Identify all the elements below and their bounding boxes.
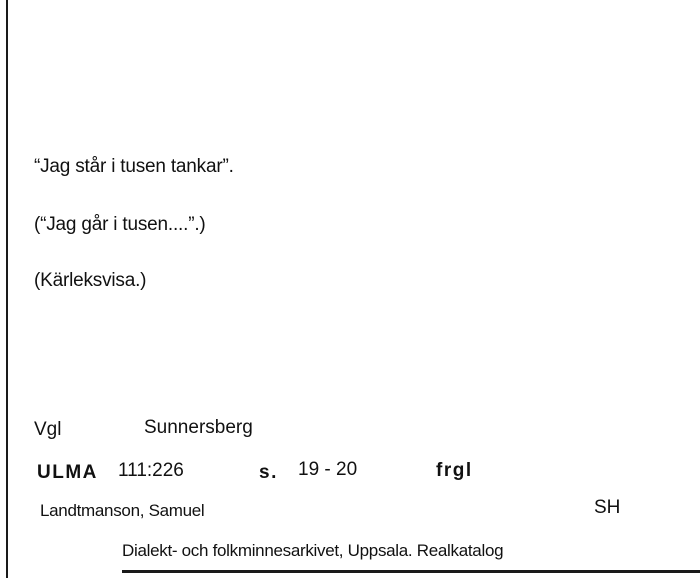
- initials: SH: [594, 497, 621, 518]
- page-range: 19 - 20: [298, 459, 358, 480]
- archive-footer: Dialekt- och folkminnesarkivet, Uppsala. Realkatalog: [122, 541, 504, 560]
- archive-code: ULMA: [37, 462, 98, 483]
- card-left-edge: [6, 0, 8, 578]
- song-genre: (Kärleksvisa.): [34, 270, 147, 291]
- archive-number: 111:226: [118, 460, 184, 481]
- song-title: “Jag står i tusen tankar”.: [34, 156, 234, 177]
- card-bottom-edge: [122, 570, 700, 573]
- pages-label: s.: [259, 462, 278, 483]
- song-title-variant: (“Jag går i tusen....”.): [34, 214, 206, 235]
- region-code: Vgl: [34, 419, 62, 440]
- collector-name: Landtmanson, Samuel: [40, 501, 205, 520]
- category-code: frgl: [436, 460, 473, 481]
- parish-name: Sunnersberg: [144, 417, 253, 438]
